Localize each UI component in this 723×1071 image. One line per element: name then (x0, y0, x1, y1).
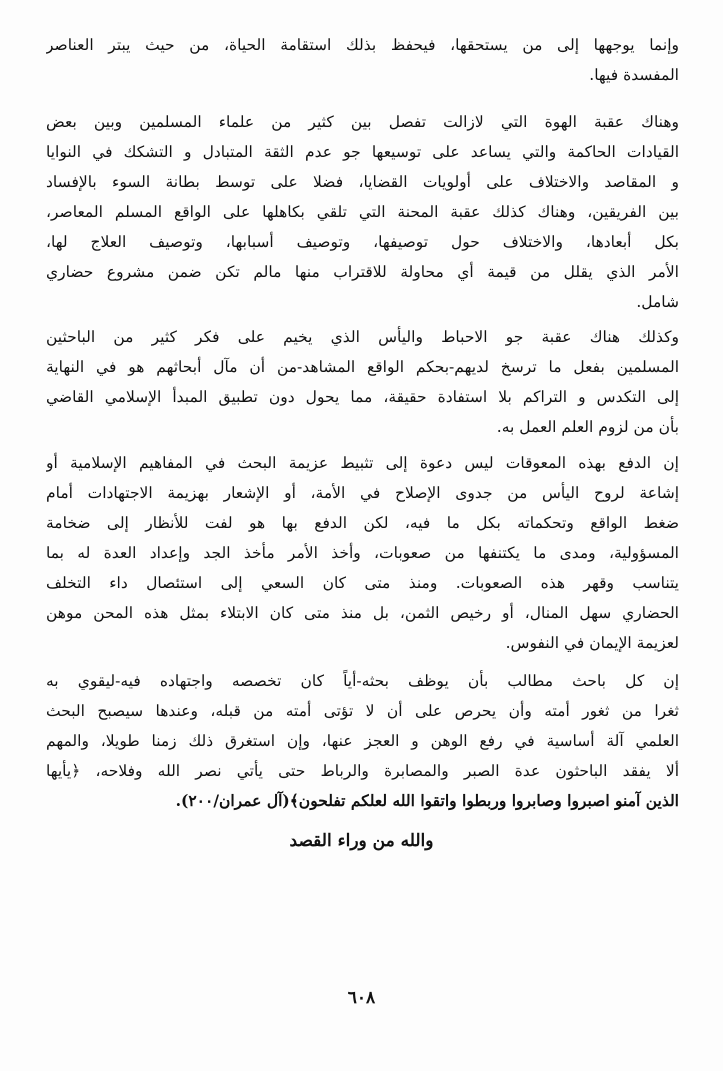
paragraph-2-line-4: بين الفريقين، وهناك كذلك عقبة المحنة التي تلقي بكاهلها على الواقع المسلم المعاصر، (46, 203, 679, 221)
paragraph-5 (46, 666, 679, 816)
paragraph-1 (46, 30, 679, 90)
paragraph-4-line-7: لعزيمة الإيمان في النفوس. (505, 634, 679, 652)
page-number: ٦٠٨ (347, 988, 376, 1008)
paragraph-2-line-7: شامل. (636, 293, 679, 311)
paragraph-1-line-1: وإنما يوجهها إلى من يستحقها، فيحفظ بذلك استقامة الحياة، من حيث يبتر العناصر (46, 36, 679, 54)
paragraph-4-line-3: ضغط الواقع وتحكماته بكل ما فيه، لكن الدفع بها هو لفت للأنظار إلى ضخامة (46, 514, 679, 532)
paragraph-5-line-3: العلمي آلة أساسية في رفع الوهن و العجز عنها، وإن استغرق ذلك زمنا طويلا، والمهم (46, 732, 679, 750)
paragraph-2-line-5: بكل أبعادها، والاختلاف حول توصيفها، وتوصيف أسبابها، وتوصيف العلاج لها، (46, 233, 679, 251)
paragraph-2-line-6: الأمر الذي يقلل من قيمة أي محاولة للاقتراب منها مالم تكن ضمن مشروع حضاري (46, 263, 679, 281)
paragraph-4-line-5: يتناسب وقهر هذه الصعوبات. ومنذ متى كان السعي إلى استئصال داء التخلف (46, 574, 679, 592)
paragraph-5-line-2: ثغرا من ثغور أمته وأن يحرص على أن لا تؤتى أمته من قبله، وعندها سيصبح البحث (46, 702, 679, 720)
paragraph-5-line-4: ألا يفقد الباحثون عدة الصبر والمصابرة والرباط حتى يأتي نصر الله وفلاحه، ﴿يأيها (46, 762, 679, 780)
closing-statement: والله من وراء القصد (289, 831, 434, 851)
paragraph-5-line-1: إن كل باحث مطالب بأن يوظف بحثه-أياً كان تخصصه واجتهاده فيه-ليقوي به (46, 672, 679, 690)
paragraph-3-line-4: بأن من لزوم العلم العمل به. (496, 418, 679, 436)
paragraph-2 (46, 107, 679, 317)
paragraph-1-line-2: المفسدة فيها. (589, 66, 679, 84)
paragraph-4-line-4: المسؤولية، ومدى ما يكتنفها من صعوبات، وأخذ الأمر مأخذ الجد وإعداد العدة له بما (46, 544, 679, 562)
paragraph-2-line-2: القيادات الحاكمة والتي يساعد على توسيعها جو عدم الثقة المتبادل و التشكك في النوايا (46, 143, 679, 161)
paragraph-4-line-1: إن الدفع بهذه المعوقات ليس دعوة إلى تثبيط عزيمة البحث في المفاهيم الإسلامية أو (46, 454, 679, 472)
paragraph-3 (46, 322, 679, 442)
paragraph-3-line-3: إلى التكدس و التراكم بلا استفادة حقيقة، مما يحول دون تطبيق المبدأ الإسلامي القاضي (46, 388, 679, 406)
paragraph-4-line-6: الحضاري سهل المنال، أو رخيص الثمن، بل منذ متى كان الابتلاء بمثل هذه المحن موهن (46, 604, 679, 622)
paragraph-3-line-2: المسلمين بفعل ما ترسخ لديهم-بحكم الواقع المشاهد-من أن مآل أبحاثهم هو في النهاية (46, 358, 679, 376)
paragraph-5-line-5: الذين آمنو اصبروا وصابروا وربطوا واتقوا الله لعلكم تفلحون﴾(آل عمران/٢٠٠). (175, 791, 679, 810)
paragraph-2-line-1: وهناك عقبة الهوة التي لازالت تفصل بين كثير من علماء المسلمين وبين بعض (46, 113, 679, 131)
paragraph-3-line-1: وكذلك هناك عقبة جو الاحباط واليأس الذي يخيم على فكر كثير من الباحثين (46, 328, 679, 346)
paragraph-4-line-2: إشاعة لروح اليأس من جدوى الإصلاح في الأمة، أو الإشعار بهزيمة الاجتهادات أمام (46, 484, 679, 502)
paragraph-4 (46, 448, 679, 658)
paragraph-2-line-3: و المقاصد والاختلاف على أولويات القضايا، فضلا على توسط بطانة السوء بالإفساد (46, 173, 679, 191)
